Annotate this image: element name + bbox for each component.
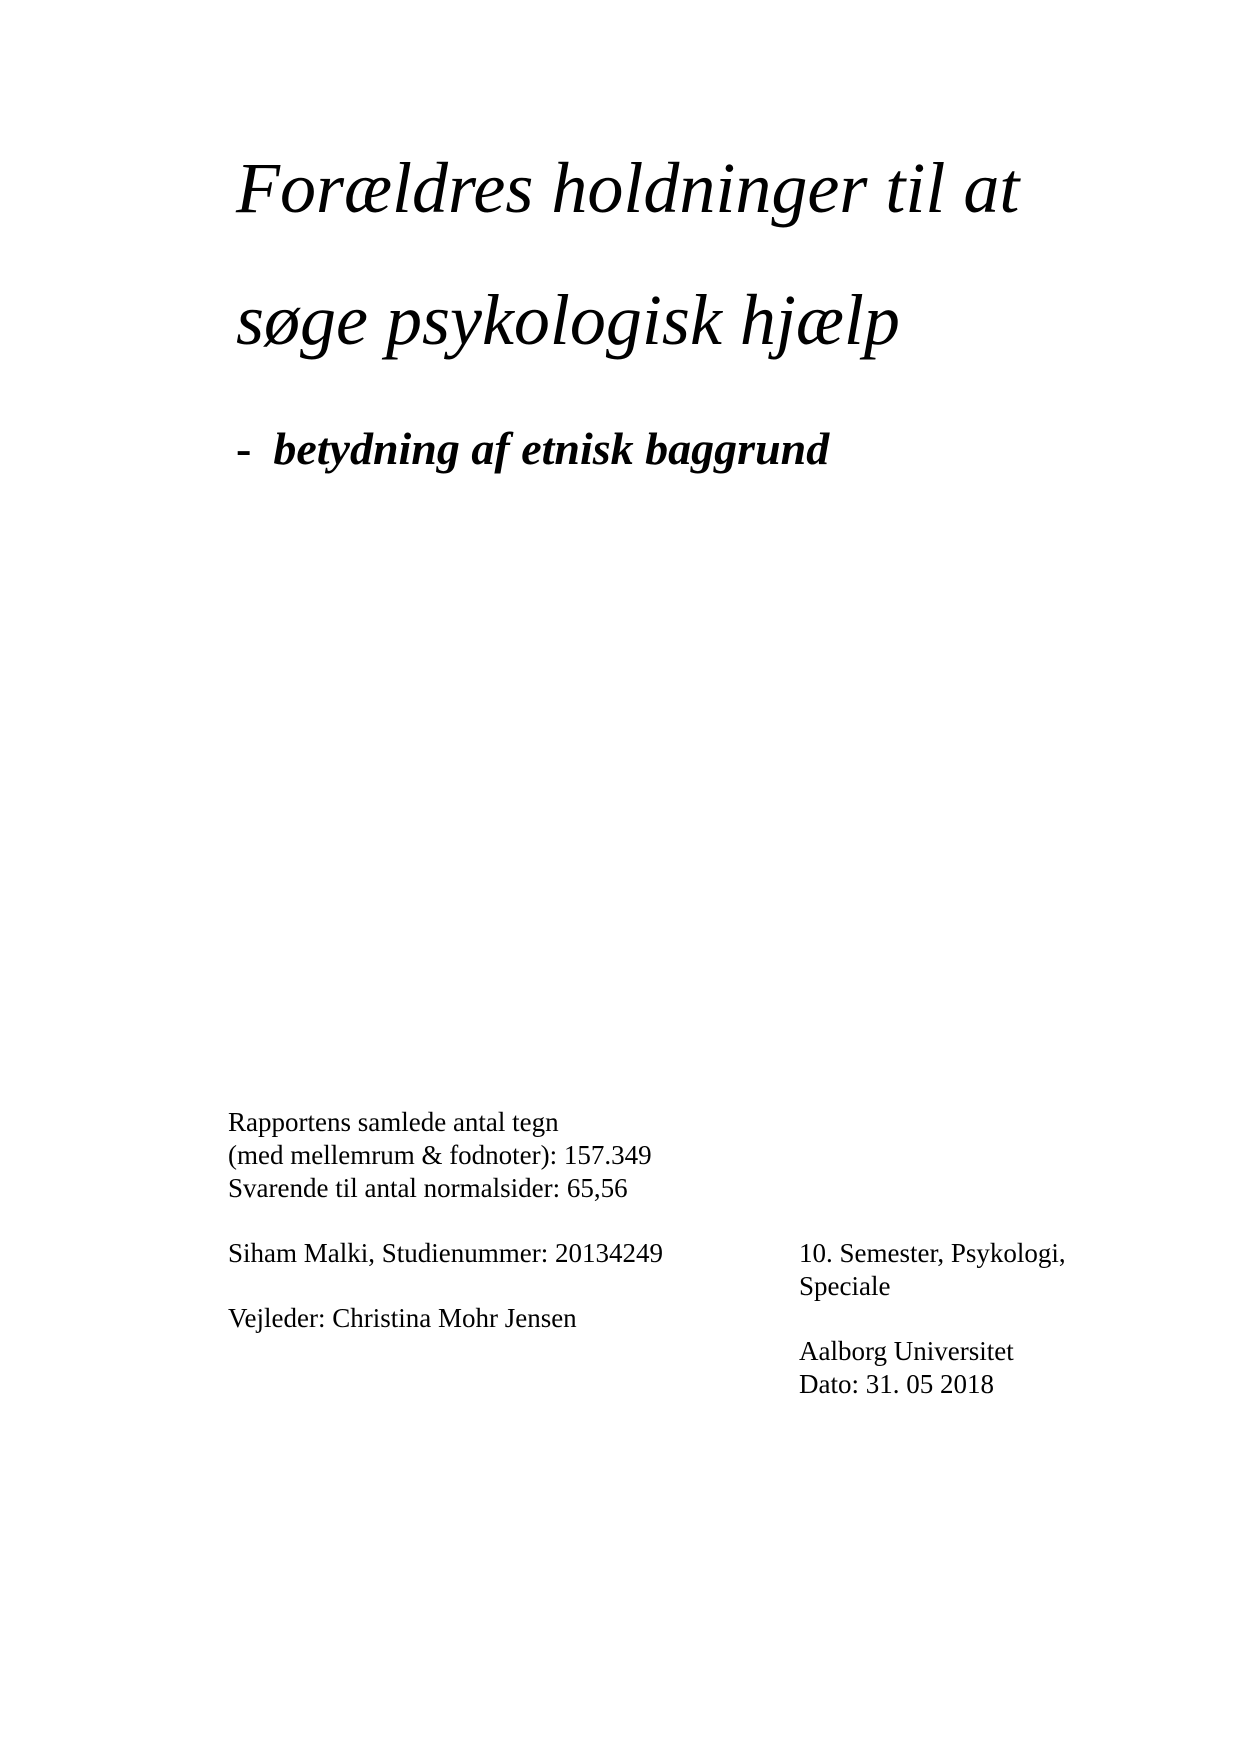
title-line-2: søge psykologisk hjælp — [236, 280, 900, 360]
semester-block — [799, 1237, 1066, 1303]
university-name: Aalborg Universitet — [799, 1336, 1014, 1366]
character-count-line-3: Svarende til antal normalsider: 65,56 — [228, 1173, 628, 1203]
title-line-1: Forældres holdninger til at — [236, 148, 1020, 228]
semester-line-1: 10. Semester, Psykologi, — [799, 1238, 1066, 1268]
subtitle-text: betydning af etnisk baggrund — [273, 423, 830, 474]
character-count-line-1: Rapportens samlede antal tegn — [228, 1107, 559, 1137]
university-block — [799, 1335, 1014, 1401]
subtitle — [236, 423, 830, 474]
subtitle-dash: - — [236, 423, 252, 474]
character-count-line-2: (med mellemrum & fodnoter): 157.349 — [228, 1140, 652, 1170]
semester-line-2: Speciale — [799, 1271, 891, 1301]
character-count-block — [228, 1106, 652, 1205]
submission-date: Dato: 31. 05 2018 — [799, 1369, 994, 1399]
supervisor-line: Vejleder: Christina Mohr Jensen — [228, 1303, 577, 1333]
author-line: Siham Malki, Studienummer: 20134249 — [228, 1238, 663, 1268]
